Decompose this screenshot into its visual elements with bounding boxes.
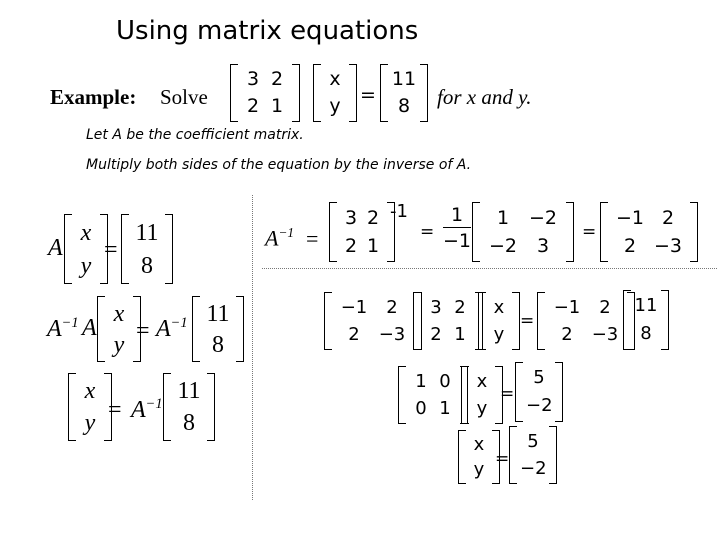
- matrix-cell: 1: [415, 370, 427, 392]
- inverse-exponent: −1: [278, 225, 294, 240]
- matrix-cell: 2: [344, 234, 358, 257]
- matrix-cell: x: [473, 433, 485, 455]
- right-bracket: [165, 214, 173, 284]
- matrix-cell: 8: [212, 331, 224, 358]
- left-step3-vars: [68, 373, 112, 441]
- left-step3-rhs: [163, 373, 215, 441]
- left-bracket: [230, 64, 238, 122]
- left-step2-Ainv-rhs: $A^{-1}$: [156, 315, 188, 342]
- right-bracket: [207, 373, 215, 441]
- example-equals-sign: =: [360, 84, 376, 106]
- right-bracket: [236, 296, 244, 362]
- multiply-constant-vector: [623, 290, 669, 350]
- matrix-cell: 2: [561, 323, 573, 345]
- matrix-cells: [480, 202, 566, 262]
- left-step2-vars: [97, 296, 141, 362]
- left-bracket: [64, 214, 72, 284]
- left-step1-A: A: [48, 235, 63, 261]
- matrix-cell: 3: [430, 296, 442, 318]
- matrix-cell: 11: [206, 300, 230, 327]
- matrix-cells: [406, 366, 460, 424]
- matrix-cell: −3: [591, 323, 619, 345]
- matrix-cell: 11: [135, 219, 159, 246]
- left-step3-equals: =: [108, 397, 122, 423]
- right-bracket: [512, 292, 520, 350]
- matrix-cell: 1: [270, 95, 284, 117]
- matrix-cell: 2: [386, 296, 398, 318]
- left-step1-equals: =: [104, 237, 118, 263]
- right-bracket: [420, 64, 428, 122]
- matrix-cell: −3: [653, 234, 682, 257]
- right-bracket: [566, 202, 574, 262]
- matrix-cell: 2: [599, 296, 611, 318]
- inverse-exponent: −1: [170, 315, 188, 331]
- matrix-cells: [421, 292, 475, 350]
- final-equals: =: [495, 449, 510, 469]
- multiply-equals: =: [520, 311, 535, 331]
- matrix-cell: 2: [246, 95, 260, 117]
- right-bracket: [549, 426, 557, 484]
- matrix-cells: [105, 296, 133, 362]
- matrix-cell: −2: [488, 234, 517, 257]
- multiply-inverse-matrix-rhs: [537, 292, 635, 350]
- inverse-power-label: -1: [390, 201, 408, 222]
- matrix-cell: 3: [344, 206, 358, 229]
- left-bracket: [413, 292, 421, 350]
- right-bracket: [555, 362, 563, 422]
- matrix-cell: 8: [397, 95, 411, 117]
- matrix-cell: −2: [526, 395, 553, 416]
- matrix-cell: y: [476, 397, 488, 419]
- inverse-fraction: [443, 206, 471, 251]
- vertical-divider: [252, 195, 253, 500]
- matrix-cell: 8: [183, 410, 195, 436]
- left-bracket: [509, 426, 517, 484]
- matrix-cell: y: [329, 95, 341, 117]
- matrix-cells: [129, 214, 165, 284]
- left-bracket: [68, 373, 76, 441]
- inverse-exponent: −1: [145, 396, 163, 412]
- left-bracket: [623, 290, 631, 350]
- note-multiply-inverse: Multiply both sides of the equation by the inverse of A.: [86, 157, 472, 173]
- matrix-cell: x: [476, 370, 488, 392]
- left-bracket: [380, 64, 388, 122]
- left-bracket: [515, 362, 523, 422]
- matrix-cell: 1: [366, 234, 380, 257]
- matrix-cell: 5: [527, 430, 539, 452]
- example-label: Example:: [50, 85, 137, 109]
- page-title: Using matrix equations: [116, 16, 419, 46]
- inverse-A-label: $A^{-1}$: [265, 225, 294, 251]
- matrix-cells: [608, 202, 690, 262]
- matrix-cell: 8: [640, 323, 652, 344]
- matrix-cells: [517, 426, 549, 484]
- left-step2-rhs: [192, 296, 244, 362]
- matrix-cells: [466, 430, 492, 484]
- left-bracket: [313, 64, 321, 122]
- matrix-cell: 11: [177, 378, 201, 404]
- matrix-cell: 1: [496, 206, 510, 229]
- identity-variable-vector: [461, 366, 503, 424]
- left-bracket: [600, 202, 608, 262]
- left-bracket: [192, 296, 200, 362]
- matrix-cells: [337, 202, 387, 262]
- matrix-cell: 2: [661, 206, 675, 229]
- matrix-cell: 11: [634, 295, 658, 316]
- matrix-cell: 2: [623, 234, 637, 257]
- matrix-cell: −1: [615, 206, 644, 229]
- matrix-cells: [486, 292, 512, 350]
- fraction-numerator: 1: [450, 204, 464, 226]
- matrix-cell: 8: [141, 252, 153, 279]
- matrix-cell: 2: [348, 323, 360, 345]
- matrix-cell: x: [113, 300, 125, 327]
- matrix-cells: [388, 64, 420, 122]
- matrix-cells: [72, 214, 100, 284]
- left-step2-Ainv: $A^{-1}$: [47, 315, 79, 342]
- matrix-cells: [631, 290, 661, 350]
- left-bracket: [461, 366, 469, 424]
- horizontal-divider: [262, 268, 717, 269]
- matrix-cell: y: [113, 331, 125, 358]
- inverse-exponent: −1: [61, 315, 79, 331]
- matrix-cell: x: [84, 378, 96, 404]
- matrix-cell: 3: [246, 68, 260, 90]
- left-step2-A: A: [82, 315, 97, 341]
- left-step1-rhs: [121, 214, 173, 284]
- multiply-coefficient-matrix: [413, 292, 483, 350]
- fraction-denominator: −1: [443, 230, 472, 252]
- matrix-cell: y: [493, 323, 505, 345]
- matrix-cells: [238, 64, 292, 122]
- matrix-cell: x: [329, 68, 341, 90]
- final-result-vector: [509, 426, 557, 484]
- multiply-variable-vector: [478, 292, 520, 350]
- left-bracket: [121, 214, 129, 284]
- inverse-coefficient-matrix: [329, 202, 395, 262]
- left-step1-vars: [64, 214, 108, 284]
- matrix-cells: [523, 362, 555, 422]
- adjugate-matrix: [472, 202, 574, 262]
- matrix-cells: [200, 296, 236, 362]
- matrix-cells: [321, 64, 349, 122]
- matrix-cells: [171, 373, 207, 441]
- matrix-cells: [76, 373, 104, 441]
- left-step3-Ainv: $A^{-1}$: [131, 396, 163, 423]
- final-variable-vector: [458, 430, 500, 484]
- identity-result-vector: [515, 362, 563, 422]
- matrix-cell: 2: [270, 68, 284, 90]
- matrix-cell: 0: [415, 397, 427, 419]
- matrix-cell: x: [493, 296, 505, 318]
- example-constant-vector: [380, 64, 428, 122]
- matrix-cell: 2: [454, 296, 466, 318]
- matrix-cells: [332, 292, 414, 350]
- matrix-cell: y: [80, 252, 92, 279]
- matrix-cell: −1: [340, 296, 368, 318]
- note-coefficient-matrix: Let A be the coefficient matrix.: [86, 127, 304, 143]
- inverse-result-matrix: [600, 202, 698, 262]
- matrix-cell: y: [473, 458, 485, 480]
- right-bracket: [292, 64, 300, 122]
- matrix-cell: 5: [533, 367, 545, 388]
- left-bracket: [458, 430, 466, 484]
- matrix-cell: −2: [520, 457, 547, 479]
- identity-matrix: [398, 366, 468, 424]
- matrix-cell: 0: [439, 370, 451, 392]
- example-coefficient-matrix: [230, 64, 300, 122]
- matrix-cell: 3: [536, 234, 550, 257]
- example-tail-text: for x and y.: [437, 85, 532, 109]
- matrix-cell: 2: [366, 206, 380, 229]
- left-bracket: [537, 292, 545, 350]
- example-variable-vector: [313, 64, 357, 122]
- left-bracket: [398, 366, 406, 424]
- matrix-cell: −2: [528, 206, 557, 229]
- inverse-equals-1: =: [306, 226, 319, 251]
- matrix-cell: x: [80, 219, 92, 246]
- matrix-cell: 11: [391, 68, 417, 90]
- matrix-cell: y: [84, 410, 96, 436]
- matrix-cell: 1: [454, 323, 466, 345]
- left-bracket: [478, 292, 486, 350]
- example-solve-text: Solve: [160, 85, 208, 109]
- right-bracket: [349, 64, 357, 122]
- left-bracket: [472, 202, 480, 262]
- right-bracket: [690, 202, 698, 262]
- matrix-cell: 1: [439, 397, 451, 419]
- matrix-cell: −1: [553, 296, 581, 318]
- left-bracket: [329, 202, 337, 262]
- left-bracket: [324, 292, 332, 350]
- matrix-cell: 2: [430, 323, 442, 345]
- right-bracket: [661, 290, 669, 350]
- inverse-equals-2: =: [420, 222, 435, 242]
- identity-equals: =: [500, 384, 515, 404]
- matrix-cell: −3: [378, 323, 406, 345]
- matrix-cells: [545, 292, 627, 350]
- inverse-equals-3: =: [582, 222, 597, 242]
- left-bracket: [163, 373, 171, 441]
- left-bracket: [97, 296, 105, 362]
- multiply-inverse-matrix: [324, 292, 422, 350]
- matrix-cells: [469, 366, 495, 424]
- left-step2-equals: =: [136, 318, 150, 344]
